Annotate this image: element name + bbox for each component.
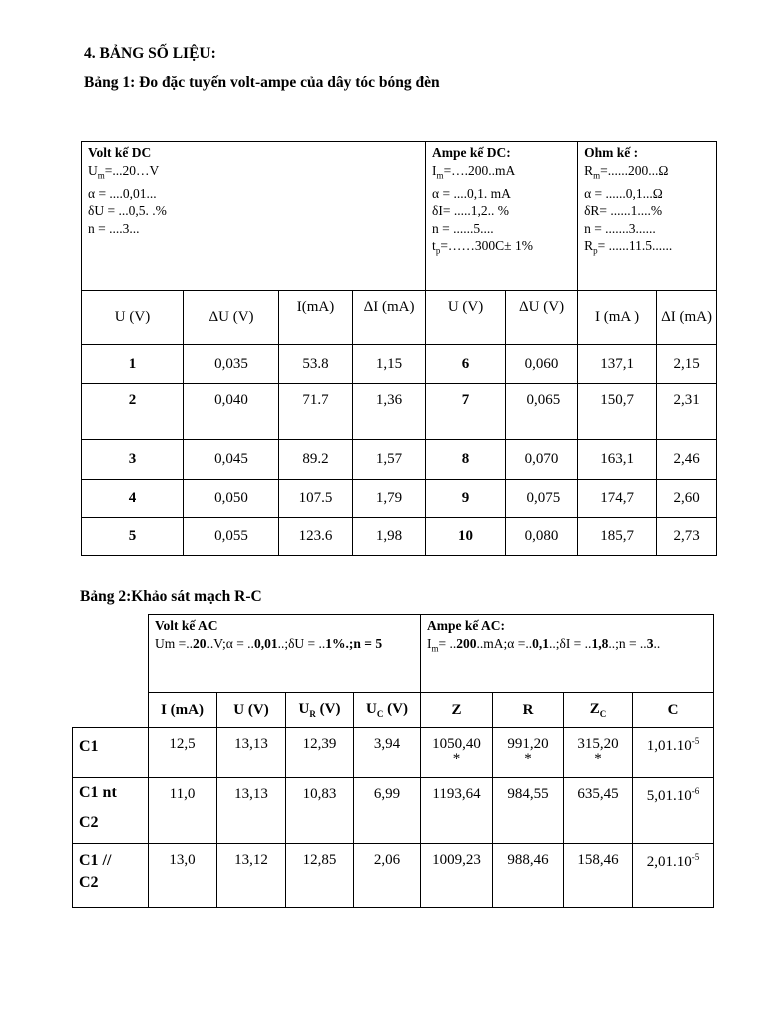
cell: 0,070 — [506, 440, 578, 480]
ohm-meter-info — [578, 142, 717, 291]
cell: 984,55 — [493, 778, 564, 844]
cell: 315,20 * — [564, 728, 633, 778]
cell: 8 — [426, 440, 506, 480]
header-r: R — [493, 693, 564, 728]
volt-ac-title: Volt kế AC — [155, 618, 218, 633]
table2-header-row — [73, 693, 714, 728]
um-label: U — [88, 162, 98, 178]
ohm-alpha: α = ......0,1...Ω — [584, 185, 663, 201]
cell: 89.2 — [279, 440, 353, 480]
volt-meter-title: Volt kế DC — [88, 145, 152, 160]
table-row — [82, 518, 717, 556]
um-sub: m — [97, 170, 105, 181]
cell: 53.8 — [279, 345, 353, 384]
table-row — [73, 844, 714, 908]
ohm-n: n = .......3...... — [584, 220, 656, 236]
cell: 123.6 — [279, 518, 353, 556]
cell: 10,83 — [286, 778, 354, 844]
cell: 0,060 — [506, 345, 578, 384]
um-value: =...20…V — [104, 162, 160, 178]
cell: 12,85 — [286, 844, 354, 908]
cell: 1,57 — [353, 440, 426, 480]
cell: 1009,23 — [421, 844, 493, 908]
cell: 3 — [82, 440, 184, 480]
header-i: I (mA) — [149, 693, 217, 728]
tp-sub: p — [435, 245, 441, 256]
header-delta-i: ΔI (mA) — [353, 291, 426, 345]
cell: 13,12 — [217, 844, 286, 908]
header-ur: $U_R$ (V) — [286, 693, 354, 728]
header-i-2: I (mA ) — [578, 291, 657, 345]
cell: 1,79 — [353, 480, 426, 518]
cell: 71.7 — [279, 384, 353, 440]
ampe-ac-title: Ampe kế AC: — [427, 618, 505, 633]
rp-value: = ......11.5...... — [597, 238, 673, 254]
cell: 11,0 — [149, 778, 217, 844]
ohm-meter-title: Ohm kế : — [584, 145, 639, 160]
cell: 1193,64 — [421, 778, 493, 844]
volt-n: n = ....3... — [88, 220, 140, 236]
ampe-ac-params: $I_m=$ ..200..mA;α =..0,1..;δI = ..1,8..;n = ..3.. — [427, 635, 661, 654]
table-row — [73, 728, 714, 778]
header-delta-u-2: ΔU (V) — [506, 291, 578, 345]
cell: 2,60 — [657, 480, 717, 518]
cell: 3,94 — [354, 728, 421, 778]
header-z: Z — [421, 693, 493, 728]
cell: 2,15 — [657, 345, 717, 384]
row-label: C1 nt C2 — [73, 778, 149, 844]
header-delta-u: ΔU (V) — [184, 291, 279, 345]
cell: 0,050 — [184, 480, 279, 518]
cell: 10 — [426, 518, 506, 556]
cell: 7 — [426, 384, 506, 440]
cell: 13,13 — [217, 728, 286, 778]
cell: 1,15 — [353, 345, 426, 384]
header-u: U (V) — [217, 693, 286, 728]
im-label: I — [432, 162, 437, 178]
cell: 137,1 — [578, 345, 657, 384]
table1-title: Bảng 1: Đo đặc tuyến volt-ampe của dây tóc bóng đèn — [84, 74, 440, 91]
ampe-meter-title: Ampe kế DC: — [432, 145, 511, 160]
ampe-delta-i: δI= .....1,2.. % — [432, 203, 510, 219]
cell: 12,5 — [149, 728, 217, 778]
volt-delta-u: δU = ...0,5. .% — [88, 203, 167, 219]
header-uc: $U_C$ (V) — [354, 693, 421, 728]
volt-meter-dc-info — [82, 142, 426, 291]
tp-value: =……300C± 1% — [440, 238, 533, 254]
table1 — [81, 141, 717, 556]
volt-meter-ac-info — [149, 615, 421, 693]
cell: 0,045 — [184, 440, 279, 480]
ampe-meter-ac-info — [421, 615, 714, 693]
cell: 158,46 — [564, 844, 633, 908]
cell: 12,39 — [286, 728, 354, 778]
cell: 163,1 — [578, 440, 657, 480]
cell: $1,01.10^{-5}$ — [633, 728, 714, 778]
header-u-2: U (V) — [426, 291, 506, 345]
cell: 1,36 — [353, 384, 426, 440]
row-label: C1 // C2 — [73, 844, 149, 908]
cell: 5 — [82, 518, 184, 556]
rm-sub: m — [593, 170, 601, 181]
cell: 0,035 — [184, 345, 279, 384]
ampe-n: n = ......5.... — [432, 220, 494, 236]
cell: 9 — [426, 480, 506, 518]
cell: 988,46 — [493, 844, 564, 908]
cell: 0,080 — [506, 518, 578, 556]
cell: 0,065 — [506, 384, 578, 440]
table1-header-row — [82, 291, 717, 345]
row-label: C1 — [73, 728, 149, 778]
rm-value: =......200...Ω — [600, 162, 669, 178]
table-row — [82, 480, 717, 518]
header-u: U (V) — [82, 291, 184, 345]
cell: 991,20 * — [493, 728, 564, 778]
cell: 2 — [82, 384, 184, 440]
cell: 6,99 — [354, 778, 421, 844]
cell: 13,13 — [217, 778, 286, 844]
header-delta-i-2: ΔI (mA) — [657, 291, 717, 345]
cell: 0,075 — [506, 480, 578, 518]
cell: 6 — [426, 345, 506, 384]
table2-title: Bảng 2:Khảo sát mạch R-C — [80, 588, 262, 605]
table-row — [82, 440, 717, 480]
table-row — [73, 778, 714, 844]
cell: 13,0 — [149, 844, 217, 908]
cell: 2,73 — [657, 518, 717, 556]
section-title: 4. BẢNG SỐ LIỆU: — [84, 45, 216, 62]
volt-alpha: α = ....0,01... — [88, 185, 157, 201]
cell: 150,7 — [578, 384, 657, 440]
cell: 1 — [82, 345, 184, 384]
cell: 2,46 — [657, 440, 717, 480]
ampe-meter-dc-info — [426, 142, 578, 291]
table-row — [82, 384, 717, 440]
cell: 2,31 — [657, 384, 717, 440]
table-row — [82, 345, 717, 384]
im-sub: m — [436, 170, 444, 181]
cell: 2,06 — [354, 844, 421, 908]
cell: 174,7 — [578, 480, 657, 518]
rp-sub: p — [593, 245, 598, 256]
im-value: =….200..mA — [443, 162, 516, 178]
cell: 185,7 — [578, 518, 657, 556]
cell: 1,98 — [353, 518, 426, 556]
volt-ac-params: Um =..20..V;α = ..0,01..;δU = ..1%.;n = 5 — [155, 635, 383, 651]
header-zc: $Z_C$ — [564, 693, 633, 728]
cell: 4 — [82, 480, 184, 518]
cell: 0,055 — [184, 518, 279, 556]
rp-label: R — [584, 238, 594, 254]
cell: $2,01.10^{-5}$ — [633, 844, 714, 908]
ohm-delta-r: δR= ......1....% — [584, 203, 663, 219]
cell: 1050,40 * — [421, 728, 493, 778]
cell: $5,01.10^{-6}$ — [633, 778, 714, 844]
tp-label: t — [432, 238, 436, 254]
header-c: C — [633, 693, 714, 728]
cell: 107.5 — [279, 480, 353, 518]
cell: 635,45 — [564, 778, 633, 844]
ampe-alpha: α = ....0,1. mA — [432, 185, 511, 201]
header-i: I(mA) — [279, 291, 353, 345]
table2 — [72, 614, 714, 908]
cell: 0,040 — [184, 384, 279, 440]
rm-label: R — [584, 162, 594, 178]
